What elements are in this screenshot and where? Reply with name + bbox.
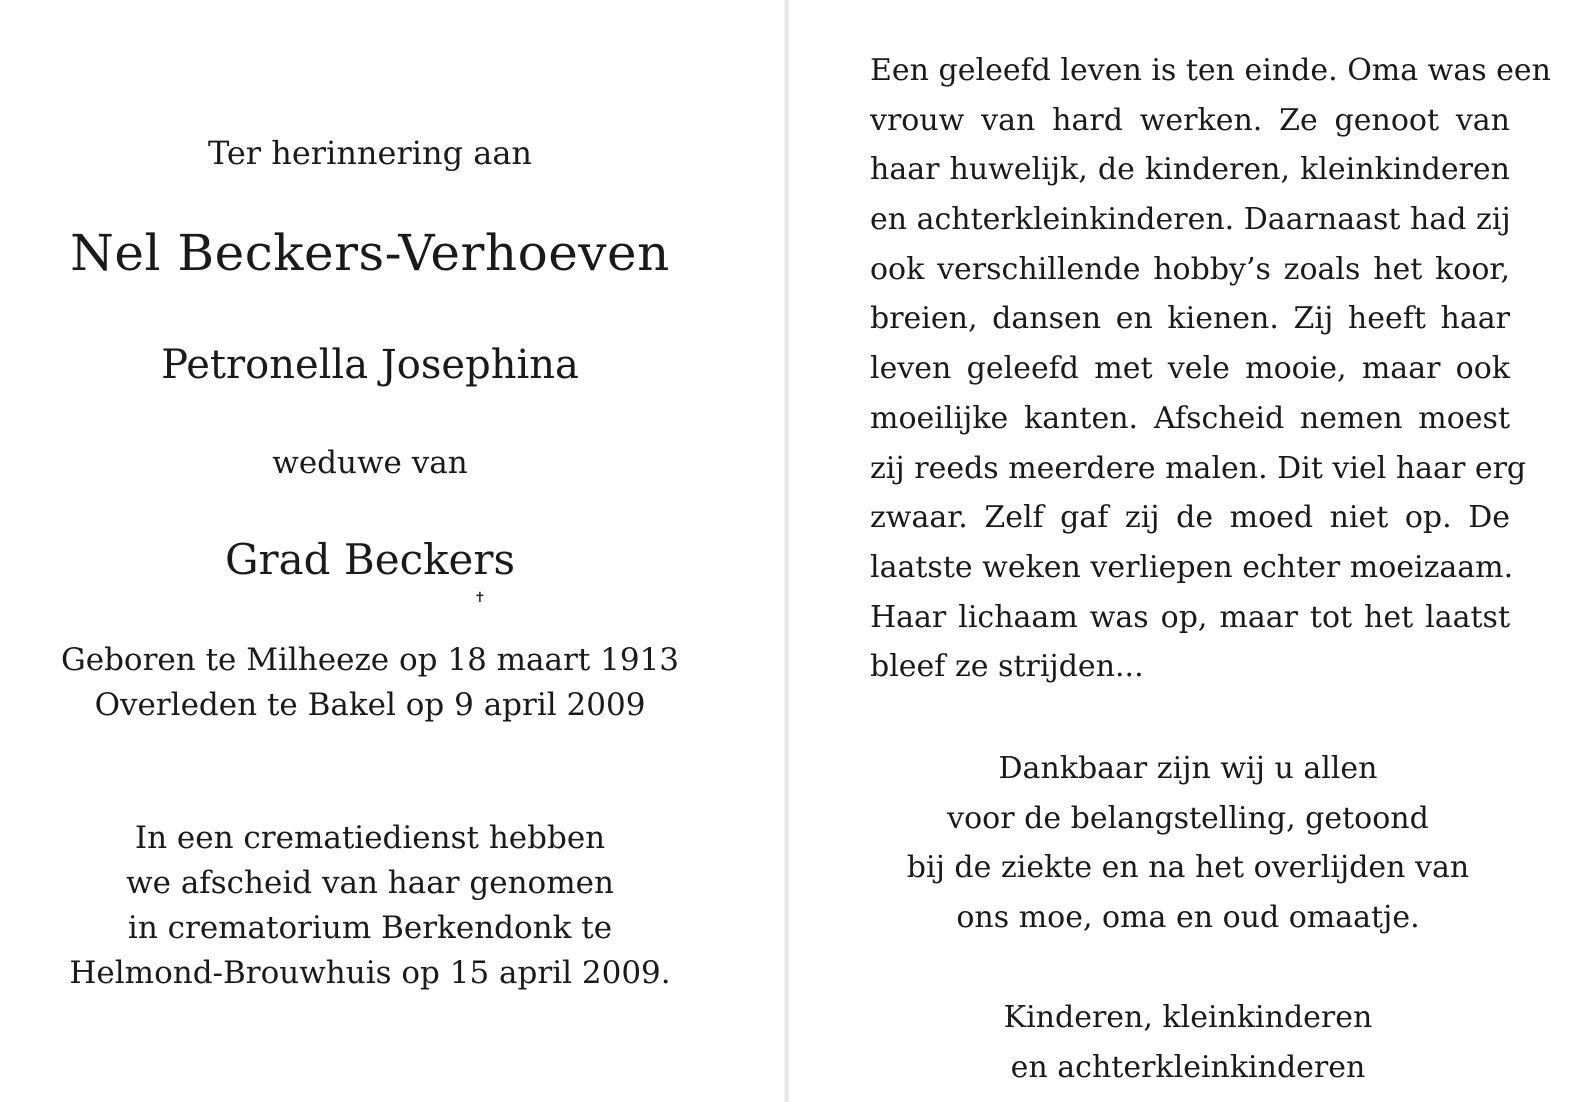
thanks-line: Dankbaar zijn wij u allen <box>998 751 1378 786</box>
bio-line: leven geleefd met vele mooie, maar ook <box>870 351 1510 387</box>
deceased-name: Nel Beckers-Verhoeven <box>70 224 670 282</box>
service-line: Helmond-Brouwhuis op 15 april 2009. <box>69 955 671 991</box>
death-line: Overleden te Bakel op 9 april 2009 <box>94 687 646 723</box>
signature-line: en achterkleinkinderen <box>1010 1049 1366 1085</box>
service-line: we afscheid van haar genomen <box>126 865 614 901</box>
thanks-line: bij de ziekte en na het overlijden van <box>906 850 1470 886</box>
family-signature <box>870 993 1506 1092</box>
biography-text <box>870 46 1552 692</box>
bio-line: ook verschillende hobby’s zoals het koor, <box>870 251 1510 287</box>
thanks-text <box>870 744 1506 943</box>
bio-line: en achterkleinkinderen. Daarnaast had zij <box>870 202 1511 238</box>
thanks-line: ons moe, oma en oud omaatje. <box>956 900 1420 936</box>
life-dates <box>0 638 740 728</box>
bio-line: bleef ze strijden... <box>870 649 1144 685</box>
bio-line: laatste weken verliepen echter moeizaam. <box>870 549 1514 585</box>
bio-line: Haar lichaam was op, maar tot het laatst <box>870 599 1510 635</box>
husband-name: Grad Beckers <box>224 535 516 584</box>
service-line: In een crematiedienst hebben <box>134 820 606 856</box>
service-text <box>0 816 740 996</box>
thanks-line: voor de belangstelling, getoond <box>947 800 1429 836</box>
bio-line: zwaar. Zelf gaf zij de moed niet op. De <box>870 500 1510 536</box>
bio-line: vrouw van hard werken. Ze genoot van <box>870 102 1510 138</box>
bio-line: Een geleefd leven is ten einde. Oma was een <box>870 53 1552 88</box>
given-names: Petronella Josephina <box>161 342 579 388</box>
bio-line: breien, dansen en kienen. Zij heeft haar <box>870 301 1510 337</box>
bio-line: moeilijke kanten. Afscheid nemen moest <box>870 400 1510 436</box>
cross-icon: ✝ <box>474 590 486 606</box>
birth-line: Geboren te Milheeze op 18 maart 1913 <box>60 642 680 678</box>
bio-line: haar huwelijk, de kinderen, kleinkinderen <box>870 152 1510 188</box>
right-panel <box>790 0 1574 1102</box>
signature-line: Kinderen, kleinkinderen <box>1003 1000 1373 1035</box>
widow-of-text: weduwe van <box>272 445 468 481</box>
intro-text: Ter herinnering aan <box>207 134 533 172</box>
bio-line: zij reeds meerdere malen. Dit viel haar erg <box>870 450 1527 486</box>
service-line: in crematorium Berkendonk te <box>127 910 613 946</box>
left-panel <box>0 0 784 1102</box>
